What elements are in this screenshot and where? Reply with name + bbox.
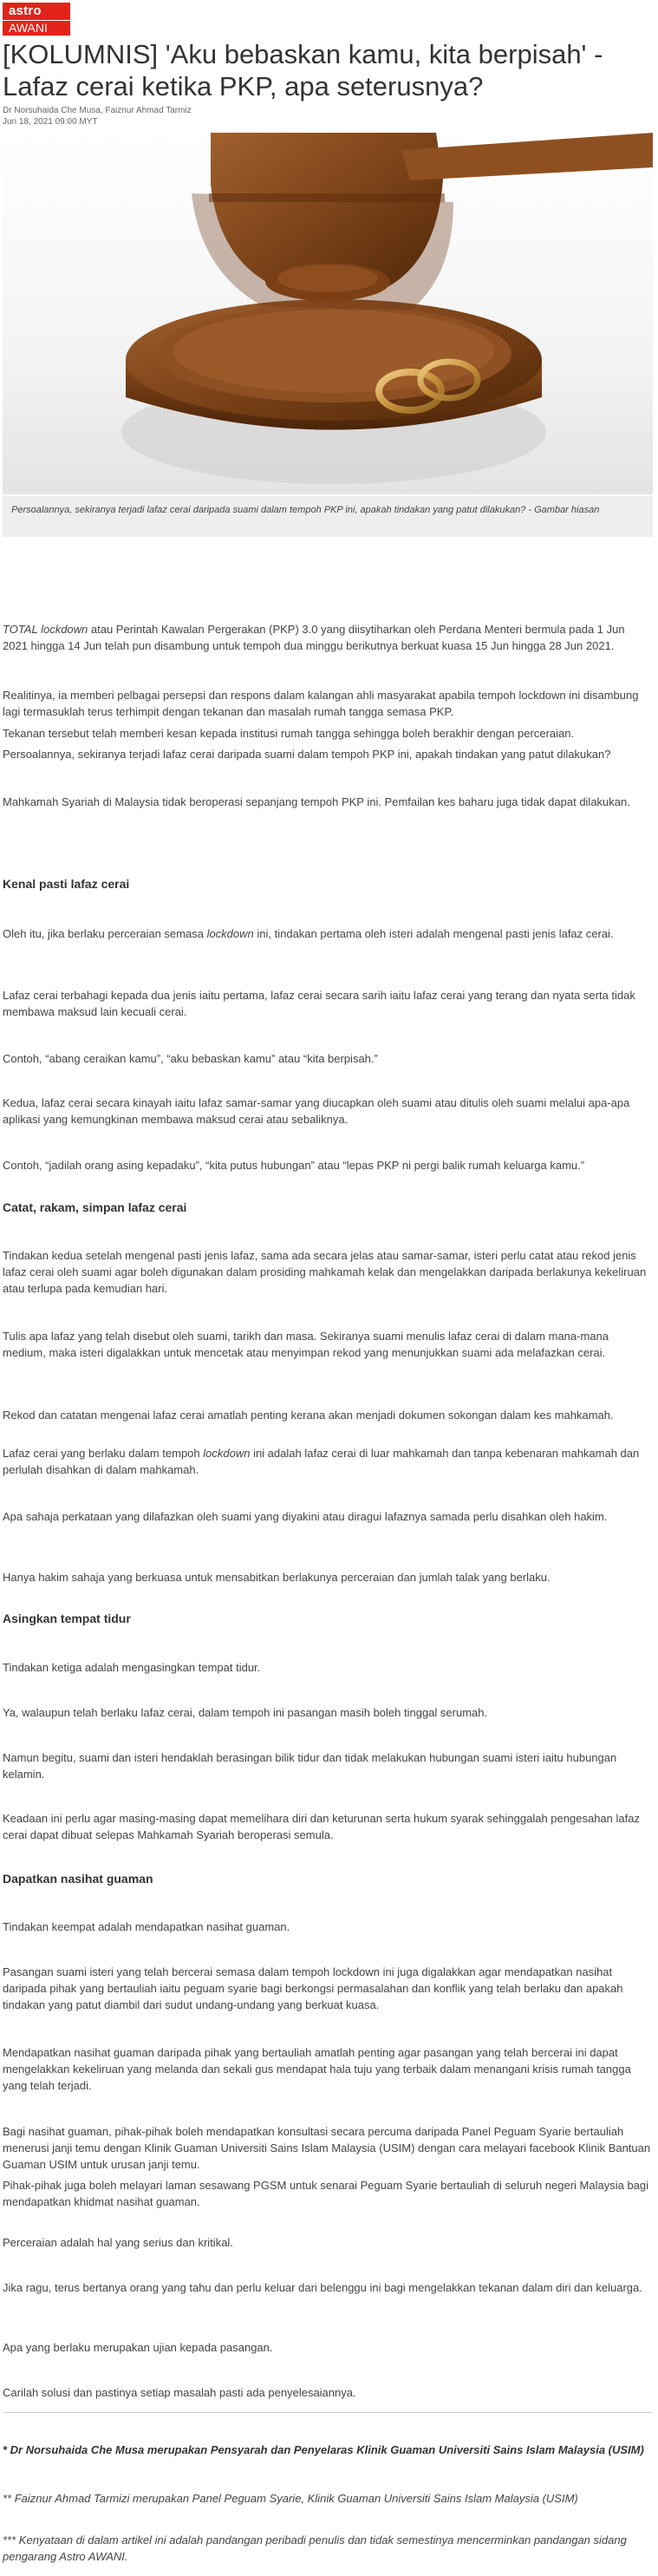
paragraph: Keadaan ini perlu agar masing-masing dapat memelihara diri dan keturunan serta hukum syarak sehinggalah pengesahan lafaz cerai dapat dibuat selepas Mahkamah Syariah beroperasi semula. <box>3 1812 640 1841</box>
paragraph: Contoh, “jadilah orang asing kepadaku”, “kita putus hubungan” atau “lepas PKP ni pergi balik rumah keluarga kamu.” <box>3 1159 585 1172</box>
paragraph: Apa sahaja perkataan yang dilafazkan oleh suami yang diyakini atau diragui lafaznya samada perlu disahkan oleh hakim. <box>3 1510 608 1523</box>
paragraph: Lafaz cerai terbahagi kepada dua jenis iaitu pertama, lafaz cerai secara sarih iaitu lafaz cerai yang terang dan nyata serta tidak membawa maksud lain kecuali cerai. <box>3 989 635 1018</box>
section-heading: Dapatkan nasihat guaman <box>3 1872 153 1886</box>
paragraph: Tindakan keempat adalah mendapatkan nasihat guaman. <box>3 1920 290 1933</box>
paragraph: Apa yang berlaku merupakan ujian kepada pasangan. <box>3 2341 273 2354</box>
paragraph: Carilah solusi dan pastinya setiap masalah pasti ada penyelesaiannya. <box>3 2386 356 2399</box>
paragraph-italic: lockdown <box>206 927 254 940</box>
paragraph: Mahkamah Syariah di Malaysia tidak beroperasi sepanjang tempoh PKP ini. Pemfailan kes baharu juga tidak dapat dilakukan. <box>3 795 630 808</box>
paragraph: Namun begitu, suami dan isteri hendaklah berasingan bilik tidur dan tidak melakukan hubungan suami isteri iaitu hubungan kelamin. <box>3 1751 617 1781</box>
article-date: Jun 18, 2021 09:00 MYT <box>3 117 98 127</box>
paragraph: Hanya hakim sahaja yang berkuasa untuk mensabitkan berlakunya perceraian dan jumlah talak yang berlaku. <box>3 1571 551 1584</box>
paragraph: Ya, walaupun telah berlaku lafaz cerai, dalam tempoh ini pasangan masih boleh tinggal serumah. <box>3 1706 488 1719</box>
logo-text-awani: AWANI <box>3 20 70 36</box>
paragraph-text: Oleh itu, jika berlaku perceraian semasa <box>3 927 207 940</box>
logo-text-astro: astro <box>3 3 70 20</box>
paragraph: Mendapatkan nasihat guaman daripada pihak yang bertauliah amatlah penting agar pasangan yang telah bercerai ini dapat mengelakkan kekeliruan yang melanda dan sekali gus mendapat hala tuju yang terbaik dalam menangani krisis rumah tangga yang telah terjadi. <box>3 2046 631 2092</box>
paragraph: Rekod dan catatan mengenai lafaz cerai amatlah penting kerana akan menjadi dokumen sokongan dalam kes mahkamah. <box>3 1409 614 1422</box>
footnote-author-2: ** Faiznur Ahmad Tarmizi merupakan Panel Peguam Syarie, Klinik Guaman Universiti Sains Islam Malaysia (USIM) <box>3 2492 578 2505</box>
astro-awani-logo[interactable] <box>3 3 70 36</box>
section-heading: Kenal pasti lafaz cerai <box>3 877 130 891</box>
paragraph: Persoalannya, sekiranya terjadi lafaz cerai daripada suami dalam tempoh PKP ini, apakah tindakan yang patut dilakukan? <box>3 748 611 761</box>
paragraph: Contoh, “abang ceraikan kamu”, “aku bebaskan kamu” atau “kita berpisah.” <box>3 1052 378 1065</box>
image-caption-box <box>3 496 653 537</box>
paragraph: Realitinya, ia memberi pelbagai persepsi dan respons dalam kalangan ahli masyarakat apabila tempoh lockdown ini disambung lagi termasuklah terus terhimpit dengan tekanan dan masalah rumah tangga semasa PKP. <box>3 689 639 718</box>
paragraph: Pihak-pihak juga boleh melayari laman sesawang PGSM untuk senarai Peguam Syarie bertauliah di seluruh negeri Malaysia bagi mendapatkan khidmat nasihat guaman. <box>3 2179 649 2208</box>
section-heading: Catat, rakam, simpan lafaz cerai <box>3 1200 187 1214</box>
article-title: [KOLUMNIS] 'Aku bebaskan kamu, kita berpisah' - Lafaz cerai ketika PKP, apa seterusnya? <box>3 39 603 101</box>
paragraph-text: Lafaz cerai yang berlaku dalam tempoh <box>3 1447 204 1460</box>
paragraph-italic: lockdown <box>203 1447 251 1460</box>
paragraph: Tindakan ketiga adalah mengasingkan tempat tidur. <box>3 1661 261 1674</box>
paragraph: Bagi nasihat guaman, pihak-pihak boleh mendapatkan konsultasi secara percuma daripada Panel Peguam Syarie bertauliah menerusi janji temu dengan Klinik Guaman Universiti Sains Islam Malaysia (USIM) dengan cara melayari facebook Klinik Bantuan Guaman USIM untuk urusan janji temu. <box>3 2125 651 2171</box>
paragraph-intro <box>3 621 651 654</box>
paragraph <box>3 1445 651 1478</box>
paragraph-text: ini, tindakan pertama oleh isteri adalah mengenal pasti jenis lafaz cerai. <box>253 927 614 940</box>
paragraph: Tindakan kedua setelah mengenal pasti jenis lafaz, sama ada secara jelas atau samar-samar, isteri perlu catat atau rekod jenis lafaz cerai oleh suami agar boleh digunakan dalam prosiding mahkamah kelak dan mengelakkan daripada berlakunya kekeliruan atau terlupa pada kemudian hari. <box>3 1249 647 1295</box>
article-authors: Dr Norsuhaida Che Musa, Faiznur Ahmad Tarmiz <box>3 106 192 115</box>
paragraph-intro-italic: TOTAL lockdown <box>3 623 88 636</box>
paragraph: Tekanan tersebut telah memberi kesan kepada institusi rumah tangga sehingga boleh berakhir dengan perceraian. <box>3 727 575 740</box>
paragraph: Jika ragu, terus bertanya orang yang tahu dan perlu keluar dari belenggu ini bagi mengelakkan tekanan dalam diri dan keluarga. <box>3 2281 642 2294</box>
paragraph <box>3 925 651 942</box>
paragraph: Perceraian adalah hal yang serius dan kritikal. <box>3 2236 233 2249</box>
section-heading: Asingkan tempat tidur <box>3 1612 131 1625</box>
paragraph-text: ini adalah lafaz cerai di luar mahkamah dan tanpa kebenaran mahkamah dan perlulah disahkan di dalam mahkamah. <box>3 1447 640 1476</box>
paragraph: Kedua, lafaz cerai secara kinayah iaitu lafaz samar-samar yang diucapkan oleh suami atau ditulis oleh suami melalui apa-apa aplikasi yang kemungkinan membawa maksud cerai atau sebaliknya. <box>3 1096 630 1126</box>
image-caption: Persoalannya, sekiranya terjadi lafaz cerai daripada suami dalam tempoh PKP ini, apakah tindakan yang patut dilakukan? - Gambar hiasan <box>11 505 600 515</box>
paragraph: Pasangan suami isteri yang telah bercerai semasa dalam tempoh lockdown ini juga digalakkan agar mendapatkan nasihat daripada pihak yang bertauliah iaitu peguam syarie bagi berkongsi permasalahan dan konflik yang telah berlaku dan apakah tindakan yang patut diambil dari sudut undang-undang yang berkuat kuasa. <box>3 1965 623 2011</box>
paragraph-intro-text: atau Perintah Kawalan Pergerakan (PKP) 3.0 yang diisytiharkan oleh Perdana Menteri bermula pada 1 Jun 2021 hingga 14 Jun telah pun disambung untuk tempoh dua minggu berikutnya berkuat kuasa 15 Jun hingga 28 Jun 2021. <box>3 623 625 652</box>
paragraph: Tulis apa lafaz yang telah disebut oleh suami, tarikh dan masa. Sekiranya suami menulis lafaz cerai di dalam mana-mana medium, maka isteri digalakkan untuk mencetak atau menyimpan rekod yang menunjukkan suami ada melafazkan cerai. <box>3 1330 609 1359</box>
footnote-disclaimer: *** Kenyataan di dalam artikel ini adalah pandangan peribadi penulis dan tidak semestinya mencerminkan pandangan sidang pengarang Astro AWANI. <box>3 2534 627 2563</box>
hero-image-gavel-rings <box>3 133 653 494</box>
footnote-author-1: * Dr Norsuhaida Che Musa merupakan Pensyarah dan Penyelaras Klinik Guaman Universiti Sains Islam Malaysia (USIM) <box>3 2443 644 2456</box>
footnote-divider <box>3 2412 653 2413</box>
